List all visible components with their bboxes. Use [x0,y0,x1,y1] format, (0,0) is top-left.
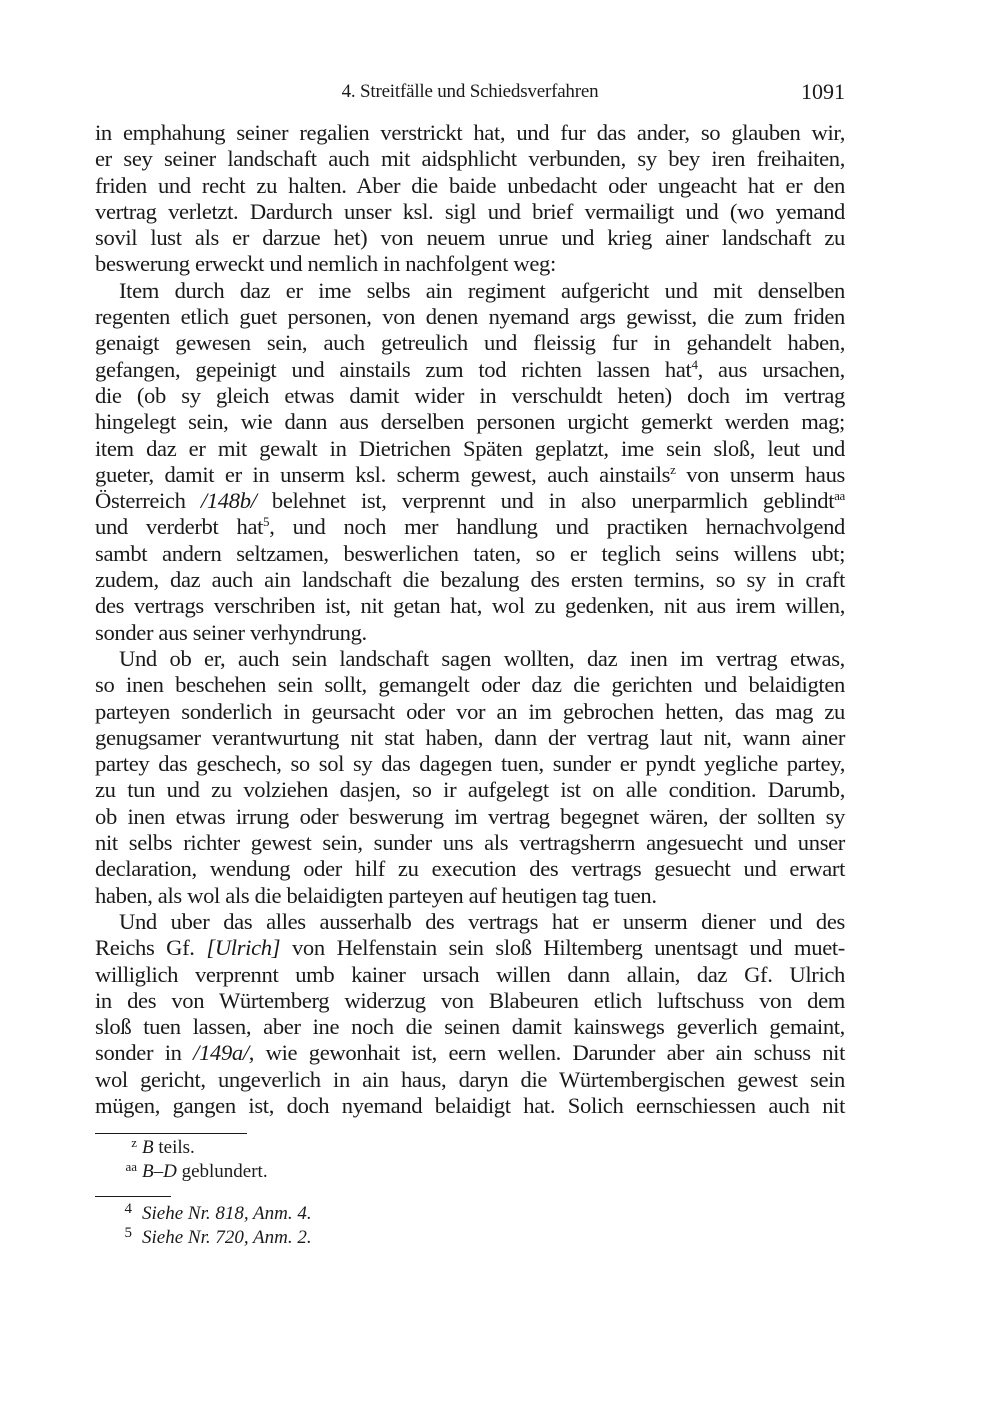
text-line: haben, als wol als die belaidigten parteyen auf heutigen tag tuen. [95,882,657,908]
text-line: genugsamer verantwurtung nit stat haben, dann der vertrag laut nit, wann ainer [95,724,845,750]
textual-notes [95,1136,695,1184]
text-line: wol gericht, ungeverlich in ain haus, daryn die Würtembergischen gewest sein [95,1066,845,1092]
text-line: des vertrags verschriben ist, nit getan hat, wol zu gedenken, nit aus irem willen, [95,593,845,619]
textual-note: aa B–D geblundert. [125,1159,268,1182]
text-line: partey das geschech, so sol sy das dagegen tuen, sunder er pyndt yegliche partey, [95,751,845,777]
witness-siglum: B–D [142,1161,177,1182]
text-span: und verderbt hat [95,514,264,540]
note-reference: z [670,461,676,477]
text-line: die (ob sy gleich etwas damit wider in verschuldt heten) doch im vertrag [95,382,845,408]
note-text: teils. [153,1137,195,1158]
text-line: vertrag verletzt. Dardurch unser ksl. sigl und brief vermailigt und (wo yemand [95,198,845,224]
commentary-notes [95,1202,695,1250]
chapter-title: 4. Streitfälle und Schiedsverfahren [341,81,599,102]
text-span: gueter, damit er in unserm ksl. scherm gewest, auch ainstails [95,461,671,487]
note-reference: 4 [691,356,698,372]
text-line: declaration, wendung oder hilf zu execution des vertrags gesuecht und erwart [95,856,845,882]
folio-marker: [Ulrich] [206,935,281,961]
text-line: mügen, gangen ist, doch nyemand belaidigt hat. Solich eernschiessen auch nit [95,1092,845,1118]
text-line: sovil lust als er darzue het) von neuem unrue und krieg ainer landschaft zu [95,225,845,251]
commentary-notes-rule [95,1196,171,1197]
textual-notes-rule [95,1133,247,1134]
text-span: , aus ursachen, [697,356,845,382]
text-line [95,357,845,383]
note-text: Siehe Nr. 818, Anm. 4. [142,1203,312,1224]
text-line: sloß tuen lassen, aber ine noch die seinen damit kainswegs geverlich gemaint, [95,1014,845,1040]
folio-marker: /148b/ [200,488,257,514]
text-line: williglich verprennt umb kainer ursach willen dann allain, daz Gf. Ulrich [95,961,845,987]
note-text: Siehe Nr. 720, Anm. 2. [142,1227,312,1248]
text-line [95,1040,845,1066]
page-number: 1091 [801,79,845,104]
text-line: zudem, daz auch ain landschaft die bezalung des ersten termins, so sy in craft [95,567,845,593]
text-line [95,488,845,514]
text-line: parteyen sonderlich in geursacht oder vor an im gebrochen hetten, das mag zu [95,698,845,724]
text-line: nit selbs richter gewest sein, sunder uns als vertragsherrn angesuecht und unser [95,830,845,856]
text-span: von unserm haus [675,461,845,487]
text-span: belehnet ist, verprennt und in also unerparmlich geblindt [256,488,835,514]
text-line: Und uber das alles ausserhalb des vertrags hat er unserm diener und des [119,908,845,934]
running-head [95,79,845,105]
witness-siglum: B [142,1137,154,1158]
text-span: Reichs Gf. [95,935,207,961]
text-span: gefangen, gepeinigt und ainstails zum tod richten lassen hat [95,356,692,382]
note-reference: 5 [263,514,270,530]
text-line: sambt andern seltzamen, beswerlichen taten, so er teglich seins willens ubt; [95,540,845,566]
text-span: von Helfenstain sein sloß Hiltemberg unentsagt und muet- [280,935,845,961]
text-line: ob inen etwas irrung oder beswerung im vertrag begegnet wären, der sollten sy [95,803,845,829]
text-line: sonder aus seiner verhyndrung. [95,619,367,645]
text-line: item daz er mit gewalt in Dietrichen Späten geplatzt, ime sein sloß, leut und [95,435,845,461]
commentary-note: 5 Siehe Nr. 720, Anm. 2. [124,1225,312,1248]
text-line [95,462,845,488]
textual-note: z B teils. [131,1135,195,1158]
text-span: , und noch mer handlung und practiken hernachvolgend [269,514,845,540]
text-line: genaigt gewesen sein, auch getreulich und fleissig fur in gehandelt haben, [95,330,845,356]
text-line [95,514,845,540]
text-line: so inen beschehen sein sollt, gemangelt oder daz die gerichten und belaidigten [95,672,845,698]
commentary-note: 4 Siehe Nr. 818, Anm. 4. [124,1201,312,1224]
text-line: Item durch daz er ime selbs ain regiment aufgericht und mit denselben [119,277,845,303]
text-span: sonder in [95,1040,194,1066]
text-line: Und ob er, auch sein landschaft sagen wollten, daz inen im vertrag etwas, [119,645,845,671]
text-line: friden und recht zu halten. Aber die baide unbedacht oder ungeacht hat er den [95,172,845,198]
text-line: er sey seiner landschaft auch mit aidsphlicht verbunden, sy bey iren freihaiten, [95,146,845,172]
text-line: zu tun und zu volziehen dasjen, so ir aufgelegt ist on alle condition. Darumb, [95,777,845,803]
note-reference: aa [834,488,845,504]
note-text: geblundert. [176,1161,268,1182]
text-line: regenten etlich guet personen, von denen nyemand args gewisst, die zum friden [95,304,845,330]
text-line: in emphahung seiner regalien verstrickt hat, und fur das ander, so glauben wir, [95,120,845,145]
text-span: Österreich [95,488,201,514]
text-line: in des von Würtemberg widerzug von Blabeuren etlich luftschuss von dem [95,987,845,1013]
text-line [95,935,845,961]
text-line: hingelegt sein, wie dann aus derselben personen urgicht gemerkt werden mag; [95,409,845,435]
main-text [95,120,845,1119]
text-line: beswerung erweckt und nemlich in nachfolgent weg: [95,251,556,277]
folio-marker: /149a/ [193,1040,249,1066]
text-span: , wie gewonhait ist, eern wellen. Darunder aber ain schuss nit [248,1040,845,1066]
